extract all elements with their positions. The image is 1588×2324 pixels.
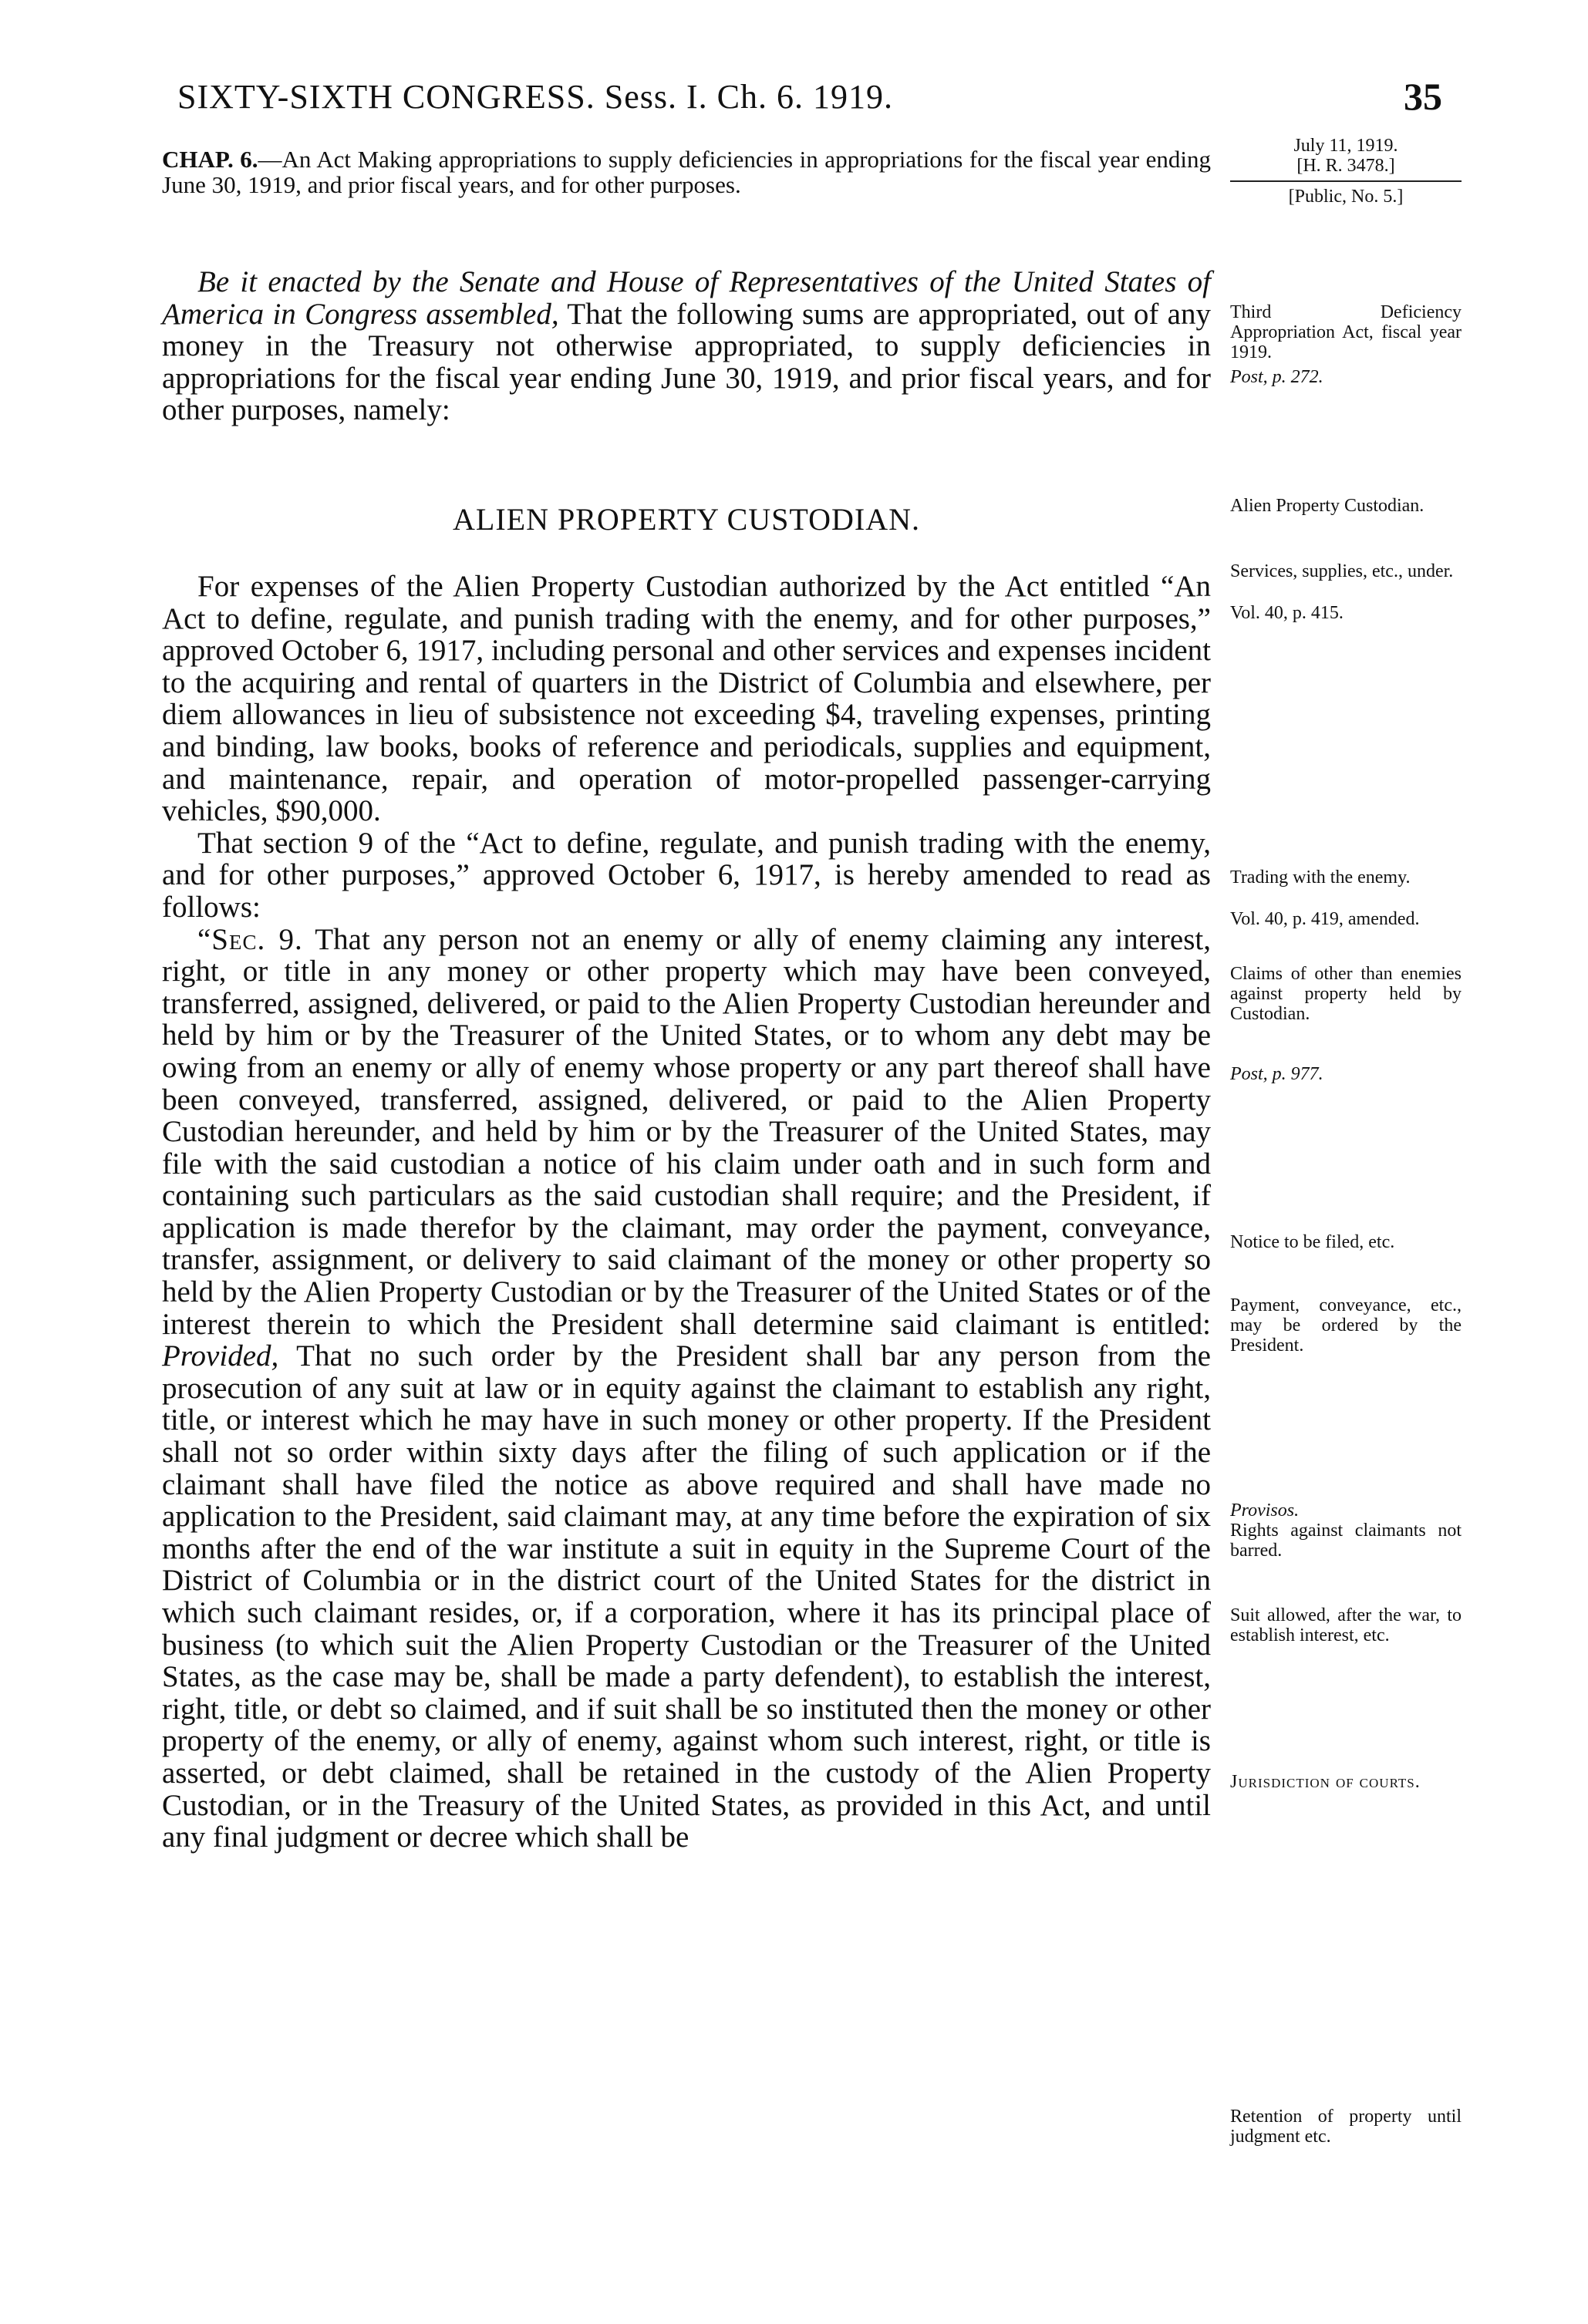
enacting-clause (162, 266, 1211, 426)
paragraph-appropriation: For expenses of the Alien Property Custodian authorized by the Act entitled “An Act to define, regulate, and punish trading with the enemy, and for other purposes,” approved October 6, 1917, including personal and other services and expenses incident to the acquiring and rental of quarters in the District of Columbia and elsewhere, per diem allowances in lieu of subsistence not exceeding $4, traveling expenses, printing and binding, law books, books of reference and periodicals, supplies and equipment, and maintenance, repair, and operation of motor-propelled passenger-carrying vehicles, $90,000. (162, 570, 1211, 828)
chapter-label: CHAP. 6. (162, 146, 258, 173)
margin-note-services: Services, supplies, etc., under. (1230, 561, 1454, 581)
main-text (162, 571, 1211, 1854)
margin-note-claims: Claims of other than enemies against property held by Custodian. (1230, 964, 1462, 1024)
margin-note-rights: Rights against claimants not barred. (1230, 1521, 1462, 1561)
margin-note-trading: Trading with the enemy. (1230, 867, 1411, 887)
margin-note-retention: Retention of property until judgment etc. (1230, 2107, 1462, 2147)
margin-note-post-272: Post, p. 272. (1230, 367, 1323, 387)
section-label: “Sec. 9. (197, 922, 303, 956)
running-head: SIXTY-SIXTH CONGRESS. Sess. I. Ch. 6. 1919. (177, 78, 893, 116)
margin-rule (1230, 180, 1462, 182)
margin-date: July 11, 1919. (1293, 136, 1398, 156)
margin-note-suit: Suit allowed, after the war, to establish interest, etc. (1230, 1605, 1462, 1645)
margin-note-notice: Notice to be filed, etc. (1230, 1232, 1395, 1252)
margin-note-vol-419: Vol. 40, p. 419, amended. (1230, 909, 1420, 929)
proviso-word: Provided, (162, 1339, 279, 1373)
margin-note-post-977: Post, p. 977. (1230, 1064, 1323, 1084)
paragraph-amendment: That section 9 of the “Act to define, regulate, and punish trading with the enemy, and for other purposes,” approved October 6, 1917, is hereby amended to read as follows: (162, 826, 1211, 924)
margin-bill-info (1230, 136, 1462, 207)
chapter-title: —An Act Making appropriations to supply deficiencies in appropriations for the fiscal year ending June 30, 1919, and prior fiscal years, and for other purposes. (162, 146, 1211, 198)
paragraph-section-9 (162, 924, 1211, 1854)
margin-public-number: [Public, No. 5.] (1288, 187, 1404, 207)
margin-note-act-title: Third Deficiency Appropriation Act, fiscal year 1919. (1230, 302, 1462, 362)
margin-note-alien-property: Alien Property Custodian. (1230, 496, 1424, 516)
section-9-text-a: That any person not an enemy or ally of enemy claiming any interest, right, or title in any money or other property which may have been conveyed, transferred, assigned, delivered, or paid to the Alien Property Custodian hereunder and held by him or by the Treasurer of the United States, or to whom any debt may be owing from an enemy or ally of enemy whose property or any part thereof shall have been conveyed, transferred, assigned, delivered, or paid to the Alien Property Custodian hereunder, and held by him or by the Treasurer of the United States, may file with the said custodian a notice of his claim under oath and in such form and containing such particulars as the said custodian shall require; and the President, if application is made therefor by the claimant, may order the payment, conveyance, transfer, assignment, or delivery to said claimant of the money or other property so held by the Alien Property Custodian or by the Treasurer of the United States or of the interest therein to which the President shall determine said claimant is entitled: (162, 922, 1211, 1341)
section-9-text-b: That no such order by the President shall bar any person from the prosecution of any suit at law or in equity against the claimant to establish any right, title, or interest which he may have in such money or other property. If the President shall not so order within sixty days after the filing of such application or if the claimant shall have filed the notice as above required and shall have made no application to the President, said claimant may, at any time before the expiration of six months after the end of the war institute a suit in equity in the Supreme Court of the District of Columbia or in the district court of the United States for the district in which such claimant resides, or, if a corporation, where it has its principal place of business (to which suit the Alien Property Custodian or the Treasurer of the United States, as the case may be, shall be made a party defendent), to establish the interest, right, title, or debt so claimed, and if suit shall be so instituted then the money or other property of the enemy, or ally of enemy, against whom such interest, right, or title is asserted, or debt claimed, shall be retained in the custody of the Alien Property Custodian, or in the Treasury of the United States, as provided in this Act, and until any final judgment or decree which shall be (162, 1339, 1211, 1854)
enacting-clause-italic: Be it enacted by the Senate and House of Representatives of the United States of America in Congress assembled, (162, 265, 1211, 331)
margin-note-provisos: Provisos. (1230, 1500, 1300, 1521)
margin-bill-number: [H. R. 3478.] (1296, 156, 1395, 176)
margin-note-payment: Payment, conveyance, etc., may be ordered by the President. (1230, 1295, 1462, 1356)
chapter-caption (162, 147, 1211, 197)
margin-note-jurisdiction: Jurisdiction of courts. (1230, 1772, 1421, 1792)
margin-note-vol-415: Vol. 40, p. 415. (1230, 603, 1344, 623)
page-number: 35 (1404, 75, 1442, 118)
enacting-clause-text: That the following sums are appropriated, out of any money in the Treasury not otherwise appropriated, to supply deficiencies in appropriations for the fiscal year ending June 30, 1919, and prior fiscal years, and for other purposes, namely: (162, 297, 1211, 427)
section-heading: ALIEN PROPERTY CUSTODIAN. (453, 502, 920, 537)
